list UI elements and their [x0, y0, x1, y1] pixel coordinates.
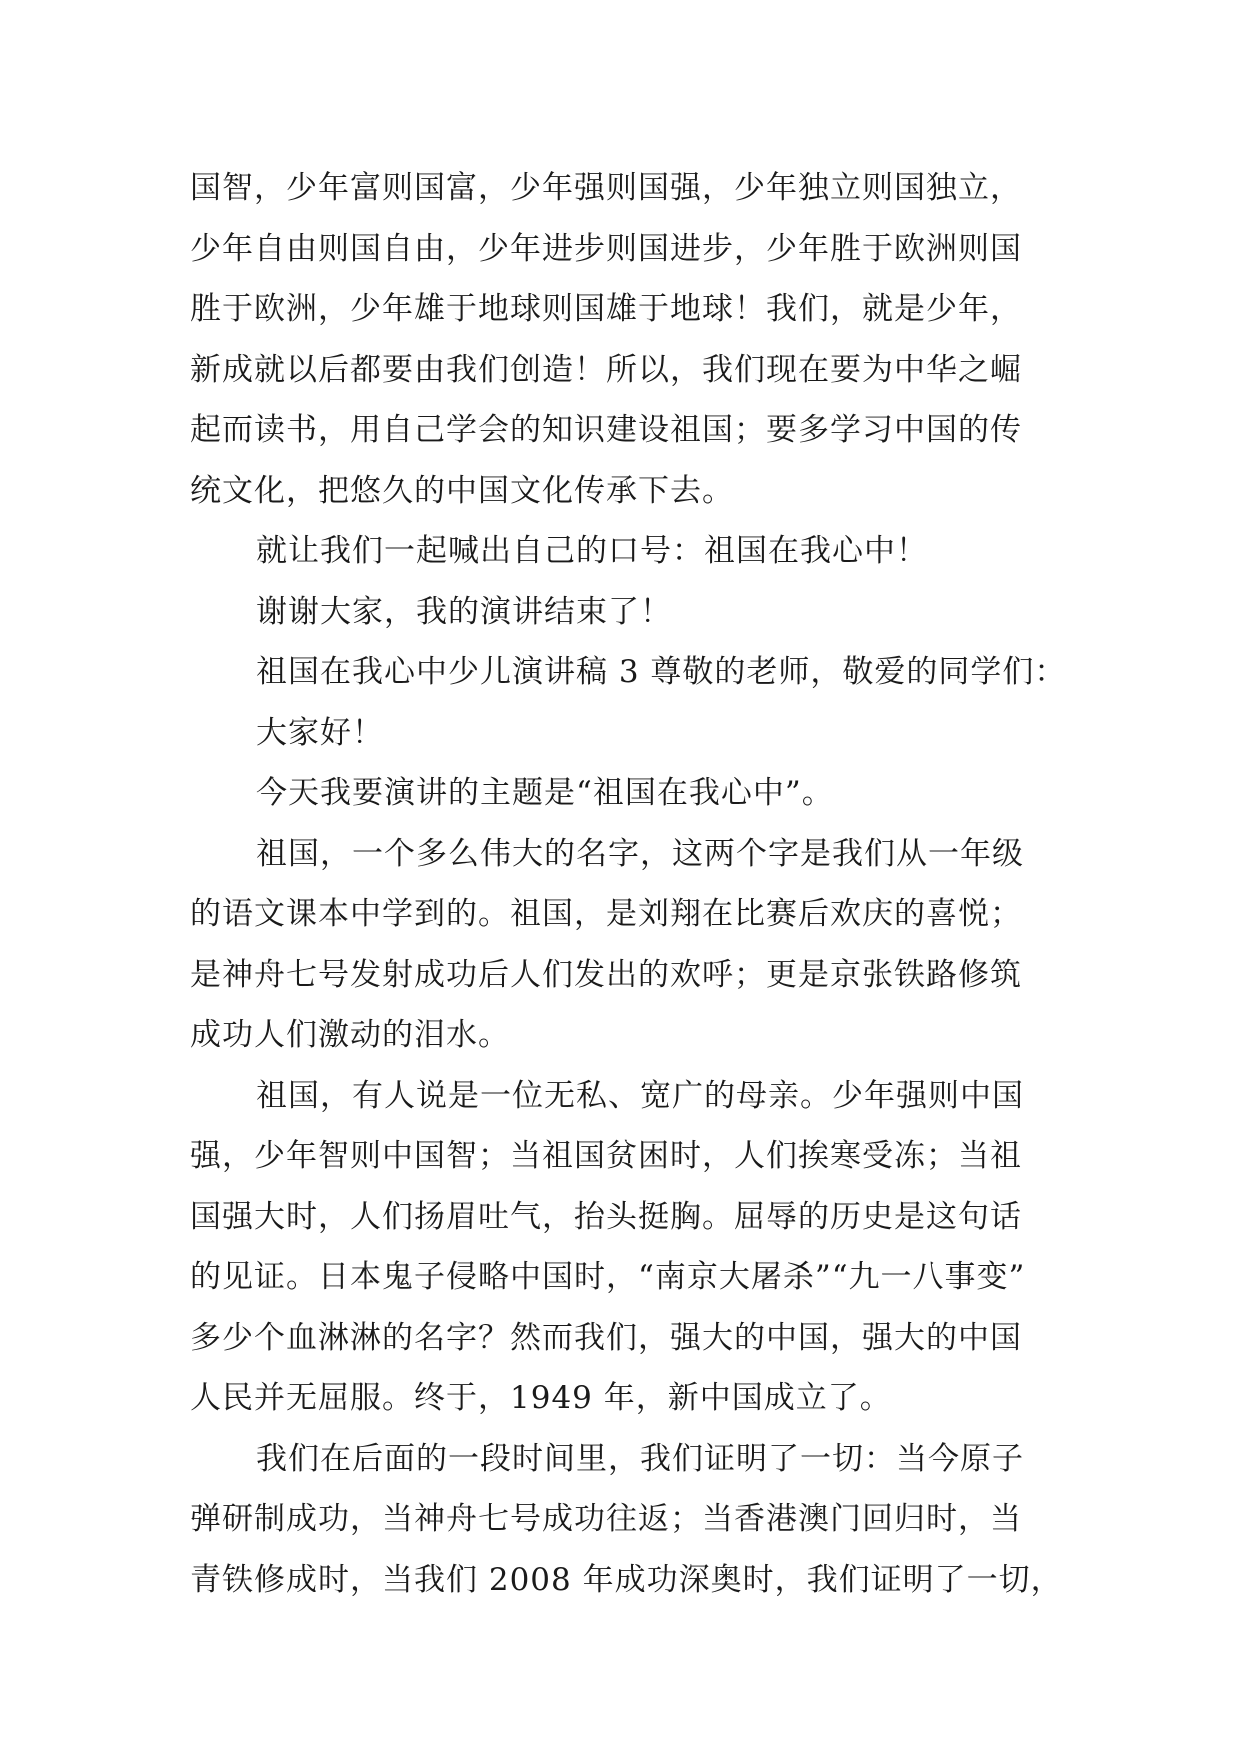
- text-line: 多少个血淋淋的名字？然而我们，强大的中国，强大的中国: [190, 1319, 1022, 1356]
- text-line: 新成就以后都要由我们创造！所以，我们现在要为中华之崛: [190, 351, 1022, 388]
- text-line: 祖国，有人说是一位无私、宽广的母亲。少年强则中国: [256, 1077, 1024, 1114]
- text-line: 大家好！: [256, 714, 384, 751]
- text-line: 成功人们激动的泪水。: [190, 1017, 510, 1053]
- text-line: 就让我们一起喊出自己的口号：祖国在我心中！: [256, 533, 928, 569]
- text-line: 强，少年智则中国智；当祖国贫困时，人们挨寒受冻；当祖: [190, 1138, 1022, 1174]
- text-line: 少年自由则国自由，少年进步则国进步，少年胜于欧洲则国: [190, 230, 1022, 267]
- text-line: 人民并无屈服。终于，1949 年，新中国成立了。: [190, 1380, 892, 1416]
- body-text: [190, 158, 1070, 1610]
- text-line: 谢谢大家，我的演讲结束了！: [256, 593, 672, 630]
- text-line: 的见证。日本鬼子侵略中国时，“南京大屠杀”“九一八事变”: [190, 1259, 1026, 1295]
- text-line: 青铁修成时，当我们 2008 年成功深奥时，我们证明了一切，: [190, 1561, 1063, 1598]
- text-line: 我们在后面的一段时间里，我们证明了一切：当今原子: [256, 1440, 1024, 1477]
- text-line: 今天我要演讲的主题是“祖国在我心中”。: [256, 775, 834, 811]
- text-line: 弹研制成功，当神舟七号成功往返；当香港澳门回归时，当: [190, 1501, 1022, 1537]
- text-line: 国强大时，人们扬眉吐气，抬头挺胸。屈辱的历史是这句话: [190, 1198, 1022, 1235]
- text-line: 是神舟七号发射成功后人们发出的欢呼；更是京张铁路修筑: [190, 956, 1022, 993]
- text-line: 起而读书，用自己学会的知识建设祖国；要多学习中国的传: [190, 412, 1022, 448]
- text-line: 祖国在我心中少儿演讲稿 3 尊敬的老师，敬爱的同学们：: [256, 654, 1067, 690]
- text-line: 的语文课本中学到的。祖国，是刘翔在比赛后欢庆的喜悦；: [190, 896, 1022, 932]
- text-line: 祖国，一个多么伟大的名字，这两个字是我们从一年级: [256, 835, 1024, 872]
- text-line: 胜于欧洲，少年雄于地球则国雄于地球！我们，就是少年，: [190, 291, 1022, 327]
- text-line: 国智，少年富则国富，少年强则国强，少年独立则国独立，: [190, 170, 1022, 206]
- text-line: 统文化，把悠久的中国文化传承下去。: [190, 472, 734, 509]
